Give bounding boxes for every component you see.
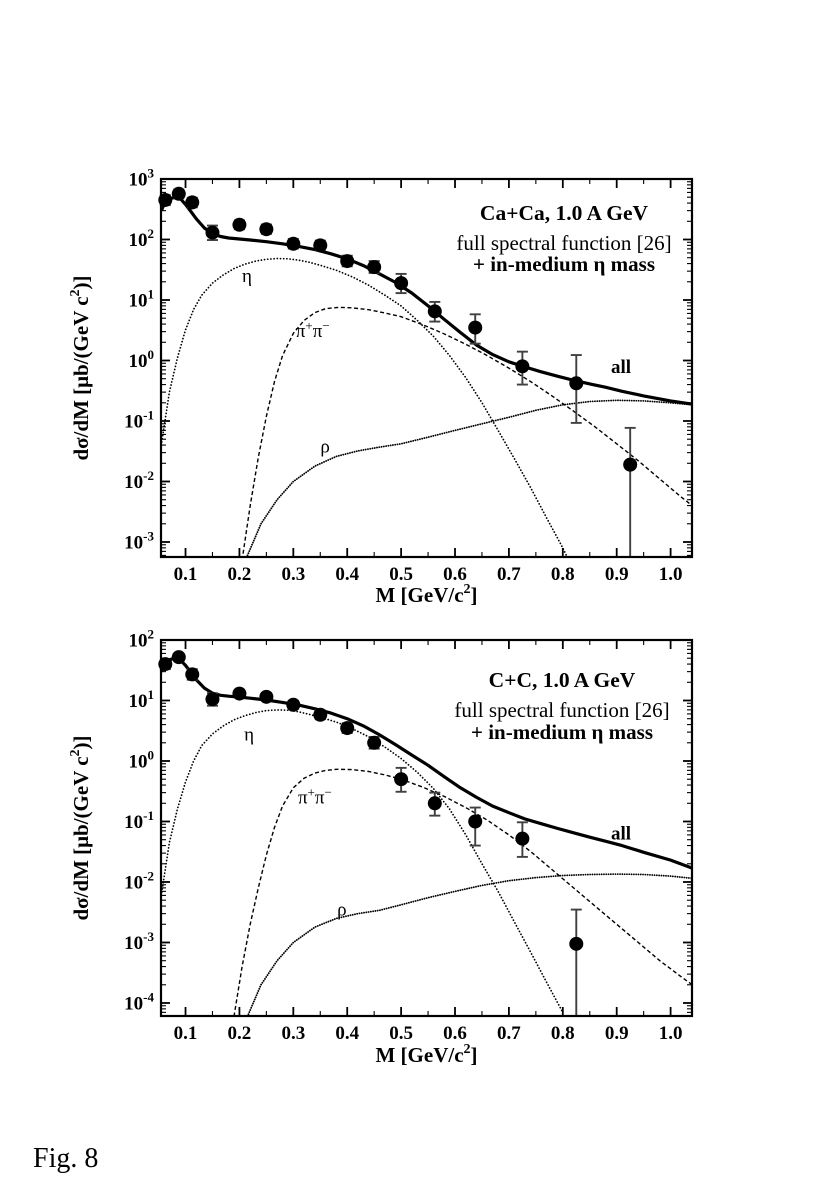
- y-tick-label: $10^{-1}$: [124, 807, 154, 833]
- curve-label-rho: ρ: [320, 436, 330, 458]
- x-tick-label: 0.6: [443, 564, 467, 585]
- x-axis-title: M $[GeV/c^2]$: [375, 1042, 478, 1067]
- data-point: [286, 237, 300, 251]
- data-point: [623, 458, 637, 472]
- x-tick-label: 0.7: [497, 564, 521, 585]
- data-point: [428, 304, 442, 318]
- x-tick-label: 0.3: [281, 564, 306, 585]
- y-tick-label: $10^1$: [128, 686, 154, 712]
- x-tick-label: 0.8: [550, 564, 575, 585]
- data-point: [468, 814, 482, 828]
- y-tick-label: $10^0$: [128, 747, 154, 773]
- y-tick-label: $10^1$: [128, 286, 154, 312]
- annotation-line-2: full spectral function [26]: [456, 231, 672, 255]
- y-tick-label: $10^{-3}$: [124, 928, 154, 954]
- data-point: [313, 238, 327, 252]
- annotation-line-1: Ca+Ca, 1.0 A GeV: [479, 201, 649, 225]
- y-tick-label: $10^{-2}$: [124, 467, 154, 493]
- data-point: [286, 698, 300, 712]
- y-axis-title: dσ/dM [μb/(GeV $c^2$)]: [68, 275, 93, 461]
- x-tick-label: 0.5: [389, 564, 413, 585]
- y-axis-title: dσ/dM [μb/(GeV $c^2$)]: [68, 735, 93, 921]
- data-point: [394, 772, 408, 786]
- chart-ca-ca: [68, 166, 692, 608]
- curve-label-rho: ρ: [337, 899, 347, 921]
- y-tick-label: $10^{-2}$: [124, 868, 154, 894]
- annotation-line-3: + in-medium η mass: [473, 252, 655, 276]
- y-tick-label: $10^2$: [128, 225, 154, 251]
- data-point: [367, 736, 381, 750]
- data-point: [313, 708, 327, 722]
- curve-label-eta: η: [241, 265, 252, 287]
- figure-caption: Fig. 8: [33, 1143, 99, 1174]
- y-tick-label: $10^3$: [128, 165, 154, 191]
- x-tick-label: 1.0: [658, 1023, 683, 1044]
- y-tick-label: $10^0$: [128, 346, 154, 372]
- curve-rho: [248, 400, 693, 555]
- x-tick-label: 0.8: [550, 1023, 575, 1044]
- data-point: [394, 276, 408, 290]
- annotation-line-1: C+C, 1.0 A GeV: [488, 668, 636, 692]
- data-point: [569, 937, 583, 951]
- curve-label-eta: η: [244, 724, 255, 746]
- curve-label-all: all: [610, 823, 632, 845]
- data-point: [468, 321, 482, 335]
- data-point: [185, 195, 199, 209]
- data-point: [172, 187, 186, 201]
- y-tick-label: $10^{-3}$: [124, 528, 154, 554]
- y-tick-label: $10^2$: [128, 626, 154, 652]
- data-point: [205, 692, 219, 706]
- data-point: [569, 376, 583, 390]
- y-tick-label: $10^{-4}$: [124, 989, 154, 1015]
- data-point: [340, 721, 354, 735]
- y-tick-label: $10^{-1}$: [124, 407, 154, 433]
- data-point: [185, 667, 199, 681]
- x-tick-label: 0.2: [227, 564, 252, 585]
- x-tick-label: 0.9: [604, 1023, 629, 1044]
- data-point: [340, 254, 354, 268]
- data-point: [367, 260, 381, 274]
- x-tick-label: 0.1: [173, 564, 198, 585]
- x-tick-label: 0.9: [604, 564, 629, 585]
- x-tick-label: 0.7: [497, 1023, 521, 1044]
- data-point: [172, 650, 186, 664]
- data-point: [232, 218, 246, 232]
- data-point: [515, 832, 529, 846]
- data-point: [515, 359, 529, 373]
- curve-label-pi-plus-pi-minus: π+π−: [295, 317, 330, 342]
- markers-group: [158, 187, 637, 472]
- x-axis-title: M $[GeV/c^2]$: [375, 582, 478, 607]
- curve-eta: [161, 710, 563, 1013]
- x-tick-label: 0.4: [335, 564, 360, 585]
- data-point: [428, 796, 442, 810]
- curve-label-pi-plus-pi-minus: π+π−: [297, 784, 332, 809]
- x-tick-label: 1.0: [658, 564, 683, 585]
- x-tick-label: 0.3: [281, 1023, 306, 1044]
- data-point: [259, 222, 273, 236]
- x-tick-label: 0.2: [227, 1023, 252, 1044]
- data-point: [259, 690, 273, 704]
- x-tick-label: 0.1: [173, 1023, 198, 1044]
- data-point: [232, 687, 246, 701]
- curve-rho: [248, 874, 693, 1016]
- x-tick-label: 0.5: [389, 1023, 413, 1044]
- chart-c-c: [68, 627, 692, 1068]
- curve-label-all: all: [610, 357, 632, 379]
- x-tick-label: 0.6: [443, 1023, 467, 1044]
- x-tick-label: 0.4: [335, 1023, 360, 1044]
- curve-eta: [161, 259, 579, 582]
- annotation-line-2: full spectral function [26]: [454, 698, 670, 722]
- annotation-line-3: + in-medium η mass: [471, 720, 653, 744]
- data-point: [205, 226, 219, 240]
- curve-pi-plus-pi-minus: [242, 307, 692, 560]
